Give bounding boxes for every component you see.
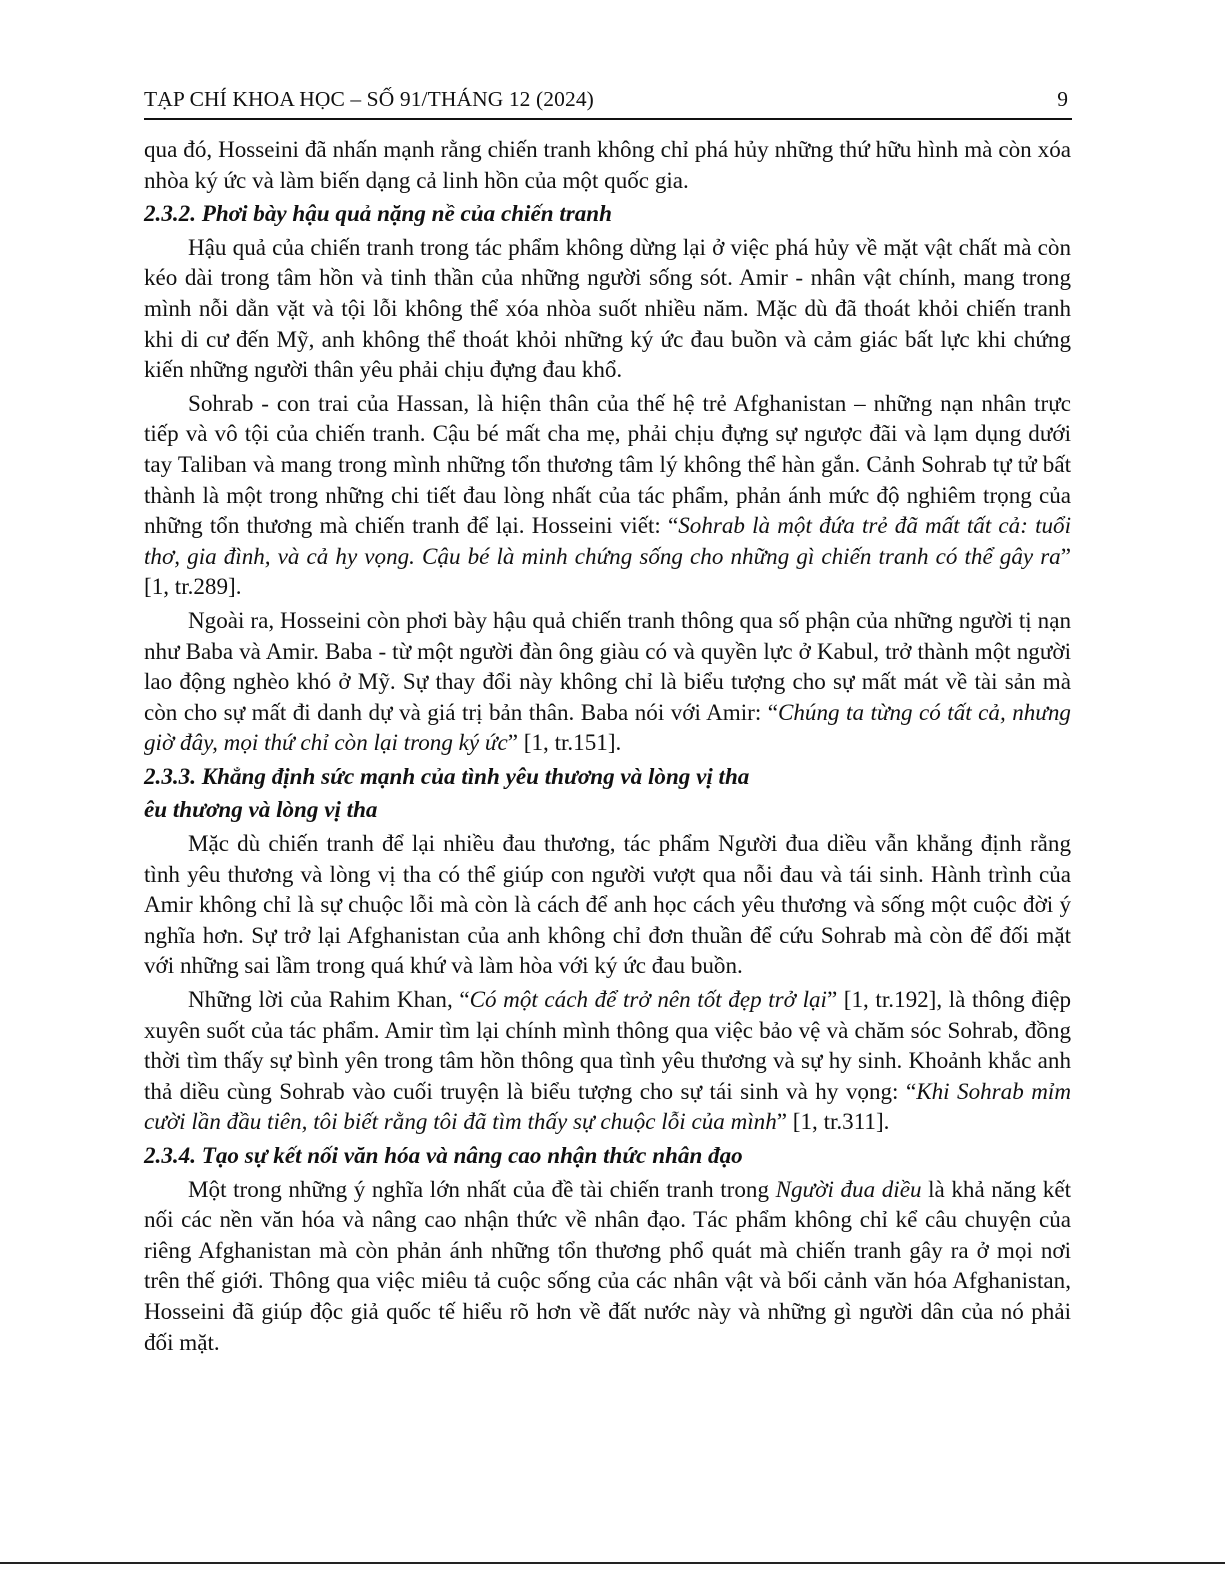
paragraph-continuation: qua đó, Hosseini đã nhấn mạnh rằng chiến tranh không chỉ phá hủy những thứ hữu hình mà còn xóa nhòa ký ức và làm biến dạng cả linh hồn của một quốc gia.: [144, 136, 1071, 193]
section-heading-2-3-3: 2.3.3. Khẳng định sức mạnh của tình yêu thương và lòng vị tha: [144, 762, 750, 789]
quotation: Khi Sohrab mỉm cười lần đầu tiên, tôi biết rằng tôi đã tìm thấy sự chuộc lỗi của mình: [144, 1077, 1071, 1135]
page-bottom-border: [0, 1562, 1225, 1587]
paragraph-with-quote: [144, 605, 1071, 758]
paragraph-with-quote: [144, 984, 1071, 1137]
article-body: [144, 134, 1071, 1360]
section-heading-fragment: êu thương và lòng vị tha: [144, 796, 378, 823]
paragraph-text: là khả năng kết nối các nền văn hóa và nâng cao nhận thức về nhân đạo. Tác phẩm không chỉ kể câu chuyện của riêng Afghanistan mà còn phản ánh những tổn thương phổ quát mà chiến tranh gây ra ở mọi nơi trên thế giới. Thông qua việc miêu tả cuộc sống của các nhân vật và bối cảnh văn hóa Afghanistan, Hosseini đã giúp độc giả quốc tế hiểu rõ hơn về đất nước này và những gì người dân của nó phải đối mặt.: [144, 1175, 1071, 1355]
quotation: Chúng ta từng có tất cả, nhưng giờ đây, mọi thứ chỉ còn lại trong ký ức: [144, 698, 1071, 756]
paragraph-text: Một trong những ý nghĩa lớn nhất của đề tài chiến tranh trong: [188, 1175, 776, 1202]
paragraph-text: Sohrab - con trai của Hassan, là hiện thân của thế hệ trẻ Afghanistan – những nạn nhân trực tiếp và vô tội của chiến tranh. Cậu bé mất cha mẹ, phải chịu đựng sự ngược đãi và lạm dụng dưới tay Taliban và mang trong mình những tổn thương tâm lý không thể hàn gắn. Cảnh Sohrab tự tử bất thành là một trong những chi tiết đau lòng nhất của tác phẩm, phản ánh mức độ nghiêm trọng của những tổn thương mà chiến tranh để lại. Hosseini viết: “: [144, 389, 1071, 539]
paragraph-with-quote: [144, 388, 1071, 602]
citation: ” [1, tr.289].: [144, 542, 1071, 600]
running-header: [144, 84, 1072, 120]
citation: ” [1, tr.151].: [507, 729, 622, 756]
quotation: Có một cách để trở nên tốt đẹp trở lại: [469, 986, 827, 1013]
section-heading-2-3-4: 2.3.4. Tạo sự kết nối văn hóa và nâng cao nhận thức nhân đạo: [144, 1142, 743, 1168]
citation: ” [1, tr.311].: [776, 1108, 890, 1135]
paragraph: [144, 1174, 1071, 1358]
paragraph-text: Những lời của Rahim Khan, “: [188, 986, 470, 1013]
quotation: Sohrab là một đứa trẻ đã mất tất cả: tuổi thơ, gia đình, và cả hy vọng. Cậu bé là minh chứng sống cho những gì chiến tranh có thể gây ra: [144, 512, 1072, 569]
paragraph: Mặc dù chiến tranh để lại nhiều đau thương, tác phẩm Người đua diều vẫn khẳng định rằng tình yêu thương và lòng vị tha có thể giúp con người vượt qua nỗi đau và tái sinh. Hành trình của Amir không chỉ là sự chuộc lỗi mà còn là cách để anh học cách yêu thương và sống một cuộc đời ý nghĩa hơn. Sự trở lại Afghanistan của anh không chỉ đơn thuần để cứu Sohrab mà còn để đối mặt với những sai lầm trong quá khứ và làm hòa với ký ức đau buồn.: [144, 830, 1071, 979]
section-heading-2-3-2: 2.3.2. Phơi bày hậu quả nặng nề của chiến tranh: [144, 200, 612, 227]
paragraph-text: ” [1, tr.192], là thông điệp xuyên suốt của tác phẩm. Amir tìm lại chính mình thông qua việc bảo vệ và chăm sóc Sohrab, đồng thời tìm thấy sự bình yên trong tâm hồn thông qua tình yêu thương và sự hy sinh. Khoảnh khắc anh thả diều cùng Sohrab vào cuối truyện là biểu tượng cho sự tái sinh và hy vọng: “: [144, 986, 1071, 1104]
page-number: 9: [1057, 87, 1068, 111]
book-title: Người đua diều: [775, 1175, 922, 1202]
journal-title: TẠP CHÍ KHOA HỌC – SỐ 91/THÁNG 12 (2024): [144, 87, 594, 111]
paragraph-text: Ngoài ra, Hosseini còn phơi bày hậu quả chiến tranh thông qua số phận của những người tị nạn như Baba và Amir. Baba - từ một người đàn ông giàu có và quyền lực ở Kabul, trở thành một người lao động nghèo khó ở Mỹ. Sự thay đổi này không chỉ là biểu tượng cho sự mất mát về tài sản mà còn cho sự mất đi danh dự và giá trị bản thân. Baba nói với Amir: “: [144, 606, 1071, 725]
paragraph: Hậu quả của chiến tranh trong tác phẩm không dừng lại ở việc phá hủy về mặt vật chất mà còn kéo dài trong tâm hồn và tinh thần của những người sống sót. Amir - nhân vật chính, mang trong mình nỗi dằn vặt và tội lỗi không thể xóa nhòa suốt nhiều năm. Mặc dù đã thoát khỏi chiến tranh khi di cư đến Mỹ, anh không thể thoát khỏi những ký ức đau buồn và cảm giác bất lực khi chứng kiến những người thân yêu phải chịu đựng đau khổ.: [144, 233, 1071, 383]
